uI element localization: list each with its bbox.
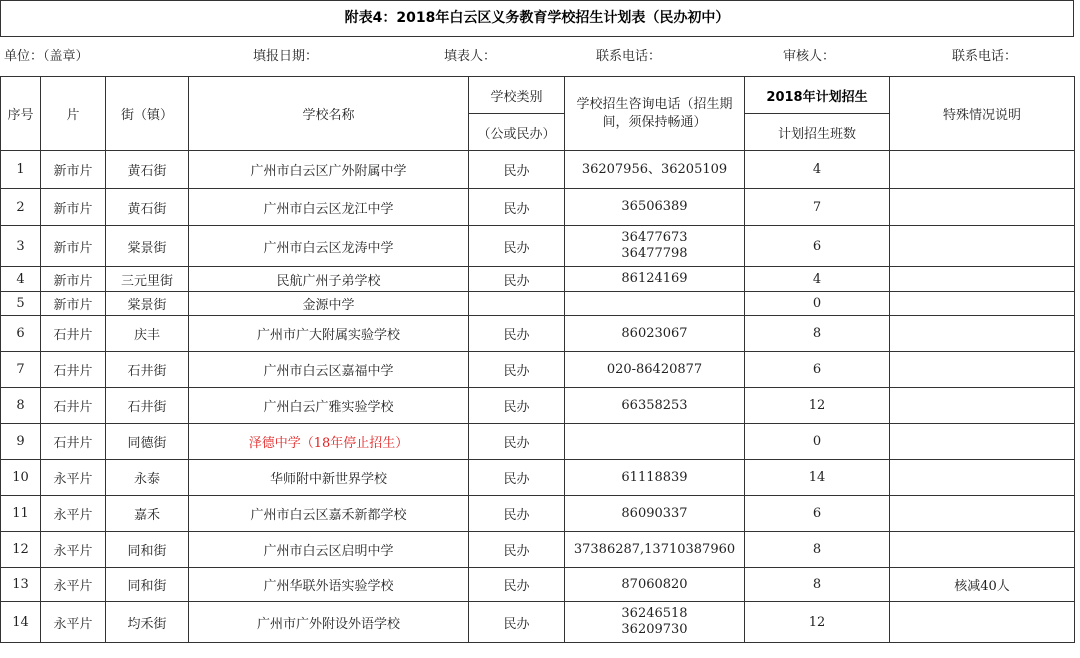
row-area: 永平片 <box>41 460 106 496</box>
row-school-name: 广州市白云区龙涛中学 <box>189 226 469 267</box>
row-phone <box>565 424 745 460</box>
enrollment-table <box>0 76 1075 643</box>
row-street: 嘉禾 <box>106 496 189 532</box>
phone-number: 86090337 <box>621 505 688 521</box>
phone-number: 36246518 <box>621 606 688 621</box>
row-school-type: 民办 <box>469 189 565 226</box>
table-row <box>1 602 1075 643</box>
row-number: 2 <box>1 189 41 226</box>
reviewer-label: 审核人： <box>783 49 836 64</box>
table-row <box>1 151 1075 189</box>
row-school-name: 广州市广外附设外语学校 <box>189 602 469 643</box>
unit-label: 单位：（盖章） <box>4 49 89 64</box>
row-area: 新市片 <box>41 292 106 316</box>
row-phone <box>565 602 745 643</box>
row-phone <box>565 532 745 568</box>
row-note <box>890 424 1075 460</box>
header-street: 街（镇） <box>106 77 189 151</box>
row-note <box>890 316 1075 352</box>
row-school-type: 民办 <box>469 496 565 532</box>
row-number: 6 <box>1 316 41 352</box>
header-area: 片 <box>41 77 106 151</box>
phone-label-1: 联系电话： <box>596 49 662 64</box>
phone-number: 020-86420877 <box>606 361 703 377</box>
row-area: 新市片 <box>41 151 106 189</box>
row-class-count: 6 <box>745 496 890 532</box>
header-type-top: 学校类别 <box>469 77 565 114</box>
row-street: 石井街 <box>106 388 189 424</box>
info-bar <box>0 37 1074 76</box>
row-area: 石井片 <box>41 424 106 460</box>
row-number: 13 <box>1 568 41 602</box>
row-school-name: 泽德中学（18年停止招生） <box>189 424 469 460</box>
phone-number: 61118839 <box>621 469 688 485</box>
row-school-type: 民办 <box>469 568 565 602</box>
table-row <box>1 388 1075 424</box>
row-class-count: 14 <box>745 460 890 496</box>
row-note <box>890 226 1075 267</box>
row-school-type: 民办 <box>469 151 565 189</box>
row-number: 12 <box>1 532 41 568</box>
row-note <box>890 532 1075 568</box>
row-street: 永泰 <box>106 460 189 496</box>
table-row <box>1 532 1075 568</box>
row-area: 石井片 <box>41 316 106 352</box>
row-school-name: 广州白云广雅实验学校 <box>189 388 469 424</box>
phone-number: 36506389 <box>621 199 688 214</box>
row-area: 新市片 <box>41 267 106 292</box>
table-row <box>1 226 1075 267</box>
row-street: 同和街 <box>106 532 189 568</box>
row-note <box>890 460 1075 496</box>
row-class-count: 6 <box>745 226 890 267</box>
row-street: 棠景街 <box>106 292 189 316</box>
row-street: 同和街 <box>106 568 189 602</box>
row-school-type: 民办 <box>469 532 565 568</box>
row-area: 新市片 <box>41 226 106 267</box>
row-class-count: 4 <box>745 151 890 189</box>
row-phone <box>565 226 745 267</box>
row-phone <box>565 496 745 532</box>
phone-number: 36477673 <box>621 230 688 245</box>
row-number: 14 <box>1 602 41 643</box>
row-area: 石井片 <box>41 352 106 388</box>
phone-number: 66358253 <box>621 397 688 413</box>
row-phone <box>565 352 745 388</box>
row-note <box>890 388 1075 424</box>
row-school-name: 华师附中新世界学校 <box>189 460 469 496</box>
row-street: 庆丰 <box>106 316 189 352</box>
date-label: 填报日期： <box>253 49 319 64</box>
row-number: 9 <box>1 424 41 460</box>
row-street: 三元里街 <box>106 267 189 292</box>
row-number: 10 <box>1 460 41 496</box>
header-type-bottom: （公或民办） <box>469 114 565 151</box>
row-street: 棠景街 <box>106 226 189 267</box>
table-row <box>1 496 1075 532</box>
row-school-type: 民办 <box>469 460 565 496</box>
row-phone <box>565 460 745 496</box>
sheet-title: 附表4：2018年白云区义务教育学校招生计划表（民办初中） <box>0 0 1074 37</box>
table-row <box>1 568 1075 602</box>
table-row <box>1 460 1075 496</box>
table-row <box>1 352 1075 388</box>
row-number: 11 <box>1 496 41 532</box>
row-number: 4 <box>1 267 41 292</box>
row-class-count: 8 <box>745 568 890 602</box>
row-school-type: 民办 <box>469 226 565 267</box>
row-class-count: 4 <box>745 267 890 292</box>
row-phone <box>565 316 745 352</box>
row-school-type: 民办 <box>469 316 565 352</box>
row-phone <box>565 151 745 189</box>
table-row <box>1 189 1075 226</box>
header-phone: 学校招生咨询电话（招生期间，须保持畅通） <box>565 77 745 151</box>
row-street: 同德街 <box>106 424 189 460</box>
row-street: 石井街 <box>106 352 189 388</box>
row-note <box>890 602 1075 643</box>
filler-label: 填表人： <box>444 49 497 64</box>
row-phone <box>565 568 745 602</box>
row-school-name: 金源中学 <box>189 292 469 316</box>
phone-number: 87060820 <box>621 576 688 592</box>
row-number: 7 <box>1 352 41 388</box>
row-school-type: 民办 <box>469 352 565 388</box>
row-note: 核减40人 <box>890 568 1075 602</box>
header-note: 特殊情况说明 <box>890 77 1075 151</box>
row-area: 永平片 <box>41 602 106 643</box>
row-school-name: 民航广州子弟学校 <box>189 267 469 292</box>
row-school-name: 广州市白云区启明中学 <box>189 532 469 568</box>
row-school-name: 广州市白云区嘉禾新都学校 <box>189 496 469 532</box>
table-row <box>1 292 1075 316</box>
row-class-count: 7 <box>745 189 890 226</box>
table-row <box>1 267 1075 292</box>
row-area: 石井片 <box>41 388 106 424</box>
row-class-count: 0 <box>745 424 890 460</box>
row-note <box>890 267 1075 292</box>
phone-number: 37386287,13710387960 <box>573 541 736 557</box>
row-number: 3 <box>1 226 41 267</box>
row-note <box>890 189 1075 226</box>
row-class-count: 0 <box>745 292 890 316</box>
row-street: 均禾街 <box>106 602 189 643</box>
row-street: 黄石街 <box>106 151 189 189</box>
row-school-type: 民办 <box>469 602 565 643</box>
table-row <box>1 316 1075 352</box>
row-school-name: 广州市白云区广外附属中学 <box>189 151 469 189</box>
phone-label-2: 联系电话： <box>952 49 1018 64</box>
phone-number: 36477798 <box>621 246 688 261</box>
row-school-name: 广州市白云区嘉福中学 <box>189 352 469 388</box>
table-row <box>1 424 1075 460</box>
row-class-count: 12 <box>745 602 890 643</box>
row-note <box>890 292 1075 316</box>
row-phone <box>565 292 745 316</box>
row-phone <box>565 388 745 424</box>
phone-number: 36209730 <box>621 622 688 637</box>
row-number: 5 <box>1 292 41 316</box>
row-school-name: 广州市广大附属实验学校 <box>189 316 469 352</box>
row-class-count: 12 <box>745 388 890 424</box>
row-area: 永平片 <box>41 532 106 568</box>
row-class-count: 8 <box>745 532 890 568</box>
row-school-type <box>469 292 565 316</box>
row-note <box>890 496 1075 532</box>
row-street: 黄石街 <box>106 189 189 226</box>
row-area: 新市片 <box>41 189 106 226</box>
phone-number: 86124169 <box>621 271 688 286</box>
row-note <box>890 151 1075 189</box>
row-area: 永平片 <box>41 496 106 532</box>
header-no: 序号 <box>1 77 41 151</box>
phone-number: 86023067 <box>621 325 688 341</box>
row-school-name: 广州市白云区龙江中学 <box>189 189 469 226</box>
header-plan-bottom: 计划招生班数 <box>745 114 890 151</box>
row-class-count: 8 <box>745 316 890 352</box>
header-school: 学校名称 <box>189 77 469 151</box>
phone-number: 36207956、36205109 <box>581 161 728 177</box>
row-school-name: 广州华联外语实验学校 <box>189 568 469 602</box>
row-number: 1 <box>1 151 41 189</box>
header-plan-top: 2018年计划招生 <box>745 77 890 114</box>
row-phone <box>565 189 745 226</box>
row-school-type: 民办 <box>469 424 565 460</box>
row-class-count: 6 <box>745 352 890 388</box>
row-number: 8 <box>1 388 41 424</box>
row-school-type: 民办 <box>469 267 565 292</box>
row-area: 永平片 <box>41 568 106 602</box>
row-note <box>890 352 1075 388</box>
row-school-type: 民办 <box>469 388 565 424</box>
row-phone <box>565 267 745 292</box>
